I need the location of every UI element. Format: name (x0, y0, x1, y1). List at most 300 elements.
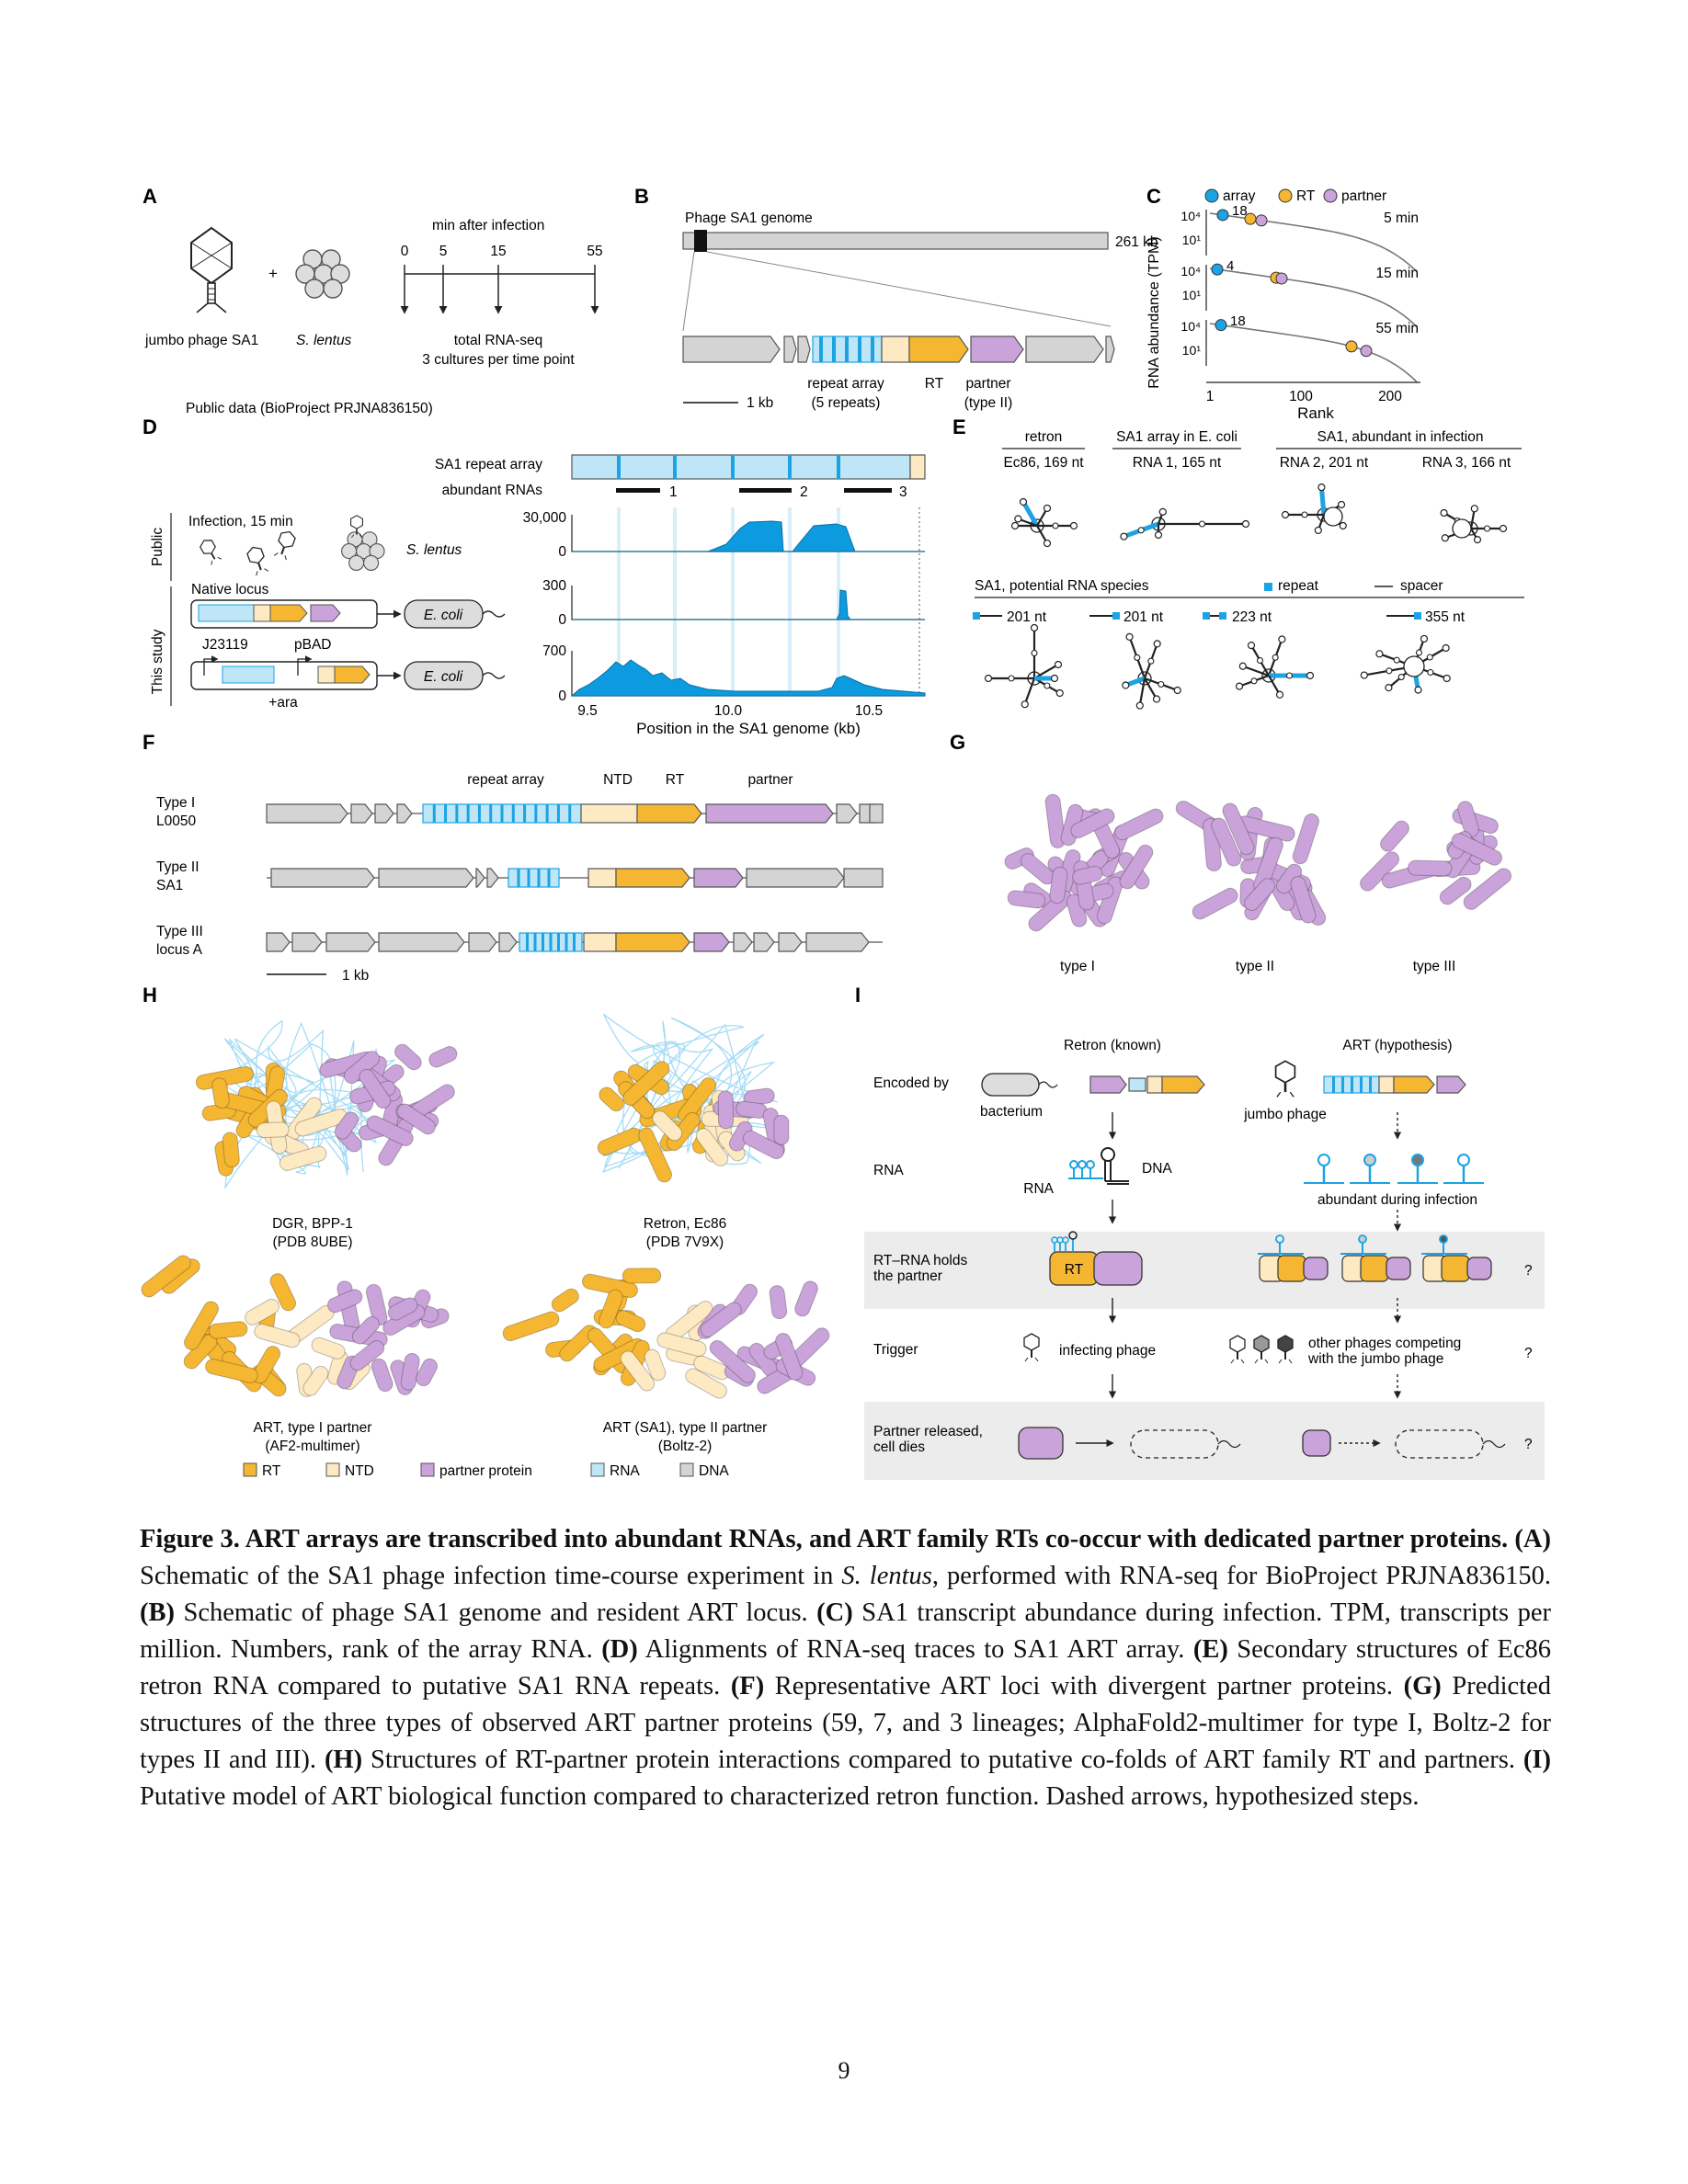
host-label: S. lentus (406, 542, 462, 558)
e-header: SA1 array in E. coli (1116, 429, 1237, 445)
legend-partner: partner protein (439, 1463, 532, 1479)
h-struct-sublabel: (PDB 7V9X) (645, 1234, 724, 1250)
rna-loop (1243, 521, 1249, 528)
rna-loop (1021, 499, 1027, 506)
array-dot (1215, 320, 1226, 331)
rna-loop (1279, 636, 1285, 643)
rna-loop (1154, 641, 1160, 647)
rna-bulge (1394, 657, 1399, 663)
released-partner (1019, 1428, 1063, 1459)
caption-letter: (H) (324, 1746, 363, 1774)
native-label: Native locus (191, 582, 269, 597)
legend-rt-dot (1279, 189, 1292, 202)
question-mark: ? (1524, 1263, 1533, 1279)
partner-dot (1276, 273, 1287, 284)
rna-loop (1386, 685, 1392, 691)
public-data-label: Public data (BioProject PRJNA836150) (186, 401, 433, 416)
caption-letter: (G) (1403, 1672, 1442, 1701)
gene (870, 804, 883, 823)
phage-icon (1254, 1336, 1269, 1363)
promoter-label: J23119 (202, 637, 248, 653)
label-partner: partner (965, 376, 1011, 392)
ecoli-label: E. coli (423, 608, 463, 623)
repeat-unit (550, 933, 553, 951)
rna-bulge (1398, 675, 1404, 680)
legend-partner-dot (1324, 189, 1337, 202)
partner-structure (427, 1044, 459, 1070)
gene (379, 869, 473, 887)
gene (351, 804, 372, 823)
art-rna-hairpins (1304, 1155, 1484, 1183)
c-xtick: 1 (1205, 389, 1215, 404)
partner-structure (1190, 886, 1240, 922)
rna-bulge (1158, 681, 1164, 687)
jumbo-phage-icon (1276, 1061, 1295, 1097)
row-label: Partner released, (873, 1424, 983, 1439)
gene (267, 933, 290, 951)
f-row-name: L0050 (156, 813, 197, 829)
row-label: Trigger (873, 1342, 918, 1358)
label-type: (type II) (964, 395, 1013, 411)
partner-structure-helix (427, 1044, 459, 1070)
time-label: 5 min (1384, 210, 1419, 226)
rna-loop (1123, 682, 1129, 688)
row-label: the partner (873, 1268, 942, 1284)
repeat-unit (444, 804, 447, 823)
rna-bulge (1428, 669, 1433, 675)
d-yticks (523, 510, 567, 704)
partner-structure-helix (1112, 806, 1166, 842)
ntd-stub (910, 455, 925, 479)
genome-title: Phage SA1 genome (685, 210, 813, 226)
hairpin-loop (1458, 1155, 1469, 1166)
f-row-name: locus A (156, 942, 202, 958)
rna-bulge (1044, 683, 1050, 688)
repeat-unit (538, 869, 541, 887)
label-rt: RT (924, 376, 944, 392)
c-ytick: 10⁴ (1180, 319, 1201, 334)
rna-loop (1318, 484, 1325, 491)
caption-letter: (A) (1514, 1525, 1551, 1553)
repeat-unit (534, 804, 537, 823)
rna-loop (1340, 523, 1346, 529)
partner-dot (1361, 346, 1372, 357)
caption-text: Schematic of the SA1 phage infection time-course experiment in (140, 1562, 842, 1590)
ntd (581, 804, 637, 823)
repeat-unit (526, 933, 529, 951)
caption-letter: (B) (140, 1598, 175, 1627)
caption-text: Alignments of RNA-seq traces to SA1 ART array. (637, 1635, 1193, 1664)
repeat-unit (528, 869, 530, 887)
repeat-array (508, 869, 559, 887)
rna-loop (1056, 690, 1063, 697)
partner-structure (718, 1091, 734, 1129)
panel-letter: B (634, 185, 649, 208)
gene (499, 933, 517, 951)
locus-genes (683, 336, 1114, 362)
ntd (588, 869, 616, 887)
abundant-label: abundant RNAs (441, 483, 542, 498)
rt-structure-helix (622, 1268, 661, 1283)
array-rank: 18 (1232, 203, 1248, 219)
h-struct-sublabel: (Boltz-2) (657, 1439, 713, 1454)
partner-structure (1377, 818, 1411, 854)
c-ytick: 10⁴ (1180, 264, 1201, 279)
panel-h (139, 984, 832, 1479)
ecoli-label: E. coli (423, 669, 463, 685)
legend-rna: RNA (610, 1463, 640, 1479)
rna-loop (1239, 663, 1246, 669)
rna-bulge (1138, 528, 1144, 533)
genome-bar (683, 233, 1108, 249)
rna-loop (1420, 635, 1427, 642)
partner-structure-helix (1377, 818, 1411, 854)
rnaseq-label: total RNA-seq (453, 333, 543, 348)
host-cells-icon (342, 532, 384, 571)
panel-g (950, 731, 1514, 974)
rna-bulge (1251, 678, 1257, 684)
rna-stem (1321, 487, 1324, 515)
rna-loop (1404, 656, 1424, 677)
rna-bulge (1272, 654, 1278, 660)
panel-letter: A (143, 185, 157, 208)
gene (375, 804, 393, 823)
scale-label: 1 kb (747, 395, 774, 411)
released-partner (1303, 1430, 1330, 1456)
abundant-label: abundant during infection (1317, 1192, 1478, 1208)
partner-gene (706, 804, 833, 823)
rna-loop (1442, 535, 1448, 541)
rna-loop (1415, 687, 1421, 693)
rt-gene (616, 869, 690, 887)
phage-icon (199, 537, 222, 565)
caption-text: Predicted structures of the three types of observed ART partner proteins (59, 7, and 3 lineages; AlphaFold2-multimer for type I, Boltz-2 for types II and III). (140, 1672, 1551, 1774)
complex-structures (139, 1014, 832, 1401)
partner-block (1386, 1257, 1410, 1280)
panel-a (143, 185, 603, 416)
rt-structure-helix (549, 1286, 581, 1314)
panel-letter: F (143, 731, 155, 754)
rna-loop (1361, 672, 1367, 678)
rna-number: 3 (899, 484, 907, 500)
phage-icon (1278, 1336, 1293, 1363)
panel-c (1146, 185, 1420, 422)
locus-rows (267, 804, 883, 951)
caption-letter: (I) (1523, 1746, 1551, 1774)
col-known: Retron (known) (1064, 1038, 1161, 1053)
plus-sign: + (268, 265, 278, 282)
rt-gene (616, 933, 690, 951)
locus-marker (694, 230, 707, 252)
hairpin-loop (1412, 1155, 1423, 1166)
partner-block (1467, 1257, 1491, 1280)
bacterium-label: bacterium (979, 1104, 1044, 1120)
rna-loop (1500, 526, 1507, 532)
rna-bulge (1032, 651, 1037, 656)
c-ytick: 10¹ (1181, 233, 1201, 247)
partner-structure (793, 1280, 819, 1319)
partner-structure-helix (769, 1285, 787, 1320)
rna-loop (1453, 519, 1471, 538)
rna-loop (1307, 673, 1314, 679)
repeat-unit (478, 804, 481, 823)
rna-loop (1376, 651, 1383, 657)
repeat-unit (565, 933, 568, 951)
rna-loop (1052, 676, 1058, 682)
rna-loop (1277, 691, 1283, 698)
rt-structure (222, 1132, 240, 1167)
rna-loop (1159, 508, 1166, 515)
h-struct-sublabel: (AF2-multimer) (265, 1439, 360, 1454)
rna-loop (1443, 645, 1449, 652)
caption-letter: (D) (601, 1635, 638, 1664)
repeat-unit (557, 933, 560, 951)
time-label: 15 (490, 244, 507, 259)
repeat-unit (557, 804, 560, 823)
partner-structure (370, 1357, 394, 1393)
e-rna-label: RNA 1, 165 nt (1132, 455, 1222, 471)
retron-operon (1090, 1076, 1204, 1093)
array-rank: 18 (1230, 313, 1246, 329)
hairpin-loop (1318, 1155, 1329, 1166)
legend-partner: partner (1341, 188, 1387, 204)
f-row-type: Type III (156, 924, 203, 939)
rna-loop (1055, 662, 1061, 668)
ntd-structure-helix (257, 1122, 289, 1138)
species-size: 201 nt (1123, 609, 1164, 625)
partner-structure-helix (400, 1352, 420, 1391)
h-struct-label: ART, type I partner (253, 1420, 372, 1436)
legend-repeat: repeat (1278, 578, 1318, 594)
row-label: cell dies (873, 1439, 925, 1455)
panel-e (952, 415, 1524, 709)
gene (734, 933, 752, 951)
ara-label: +ara (268, 695, 298, 711)
rna-bulge (1485, 526, 1490, 531)
gene (747, 869, 844, 887)
array-rank: 4 (1226, 258, 1235, 274)
gene (271, 869, 374, 887)
caption-text: Secondary structures of Ec86 retron RNA compared to putative SA1 RNA repeats. (140, 1635, 1552, 1701)
repeat-unit (573, 933, 576, 951)
rna-loop (1136, 702, 1143, 709)
rna-loop (1071, 523, 1078, 529)
phage-icon (1230, 1336, 1245, 1363)
panel-letter: I (855, 984, 861, 1007)
rna-loop (1156, 532, 1162, 539)
rna-loop (1315, 527, 1321, 533)
e-rna-label: RNA 3, 166 nt (1421, 455, 1511, 471)
rt-structure (501, 1310, 561, 1343)
rna-loop (1154, 696, 1160, 702)
caption-title: Figure 3. ART arrays are transcribed into abundant RNAs, and ART family RTs co-occur with dedicated partner proteins. (140, 1525, 1509, 1553)
d-ytick: 30,000 (522, 510, 566, 526)
repeat-unit (568, 804, 571, 823)
rt-structure (549, 1286, 581, 1314)
partner-structure-helix (718, 1091, 734, 1129)
species-size: 223 nt (1232, 609, 1272, 625)
legend-ntd: NTD (345, 1463, 374, 1479)
d-ytick: 300 (542, 578, 566, 594)
rna-number: 2 (800, 484, 808, 500)
host-cells-icon (296, 250, 349, 298)
partner-structure-helix (774, 1115, 789, 1144)
rna-loop (1012, 523, 1019, 529)
rna-loop (1283, 512, 1289, 518)
e-header: retron (1024, 429, 1063, 445)
repeat-unit (512, 804, 515, 823)
partner-structure (1408, 860, 1452, 876)
legend-array-dot (1205, 189, 1218, 202)
partner-structure (769, 1285, 787, 1320)
partner-dot (1256, 215, 1267, 226)
other-phages-sublabel: with the jumbo phage (1308, 1351, 1444, 1367)
d-xlabel: Position in the SA1 genome (kb) (636, 720, 861, 737)
time-label: 15 min (1375, 266, 1419, 281)
array-dot (1212, 264, 1223, 275)
species-size: 201 nt (1007, 609, 1047, 625)
rna-loop (1249, 643, 1255, 649)
question-mark: ? (1524, 1437, 1533, 1452)
phage-icon (273, 529, 296, 561)
row-label: Encoded by (873, 1075, 949, 1091)
f-label: partner (747, 772, 793, 788)
c-xlabel: Rank (1297, 404, 1334, 422)
f-row-type: Type I (156, 795, 196, 811)
gene (806, 933, 869, 951)
c-xtick: 200 (1378, 389, 1402, 404)
caption-letter: (E) (1192, 1635, 1228, 1664)
repeat-unit (523, 804, 526, 823)
partner-structure-helix (793, 1280, 819, 1319)
phage-icon (1024, 1334, 1039, 1361)
caption-letter: (F) (730, 1672, 765, 1701)
other-phages-label: other phages competing (1308, 1336, 1462, 1351)
gene (326, 933, 375, 951)
repeat-unit (518, 869, 520, 887)
time-label: 5 (439, 244, 448, 259)
rna-bulge (1416, 650, 1421, 655)
panel-letter: H (143, 984, 157, 1007)
ntd-structure (253, 1323, 302, 1349)
rna-bulge (1258, 658, 1263, 664)
jumbo-label: jumbo phage (1244, 1107, 1327, 1122)
row-label: RNA (873, 1163, 904, 1178)
repeat-unit (546, 804, 549, 823)
label-repeats: (5 repeats) (811, 395, 881, 411)
d-ytick: 0 (558, 544, 566, 560)
figure-3 (138, 175, 1554, 1498)
rna-loop (1443, 675, 1450, 681)
row-label: RT–RNA holds (873, 1253, 968, 1268)
partner-structures (1002, 793, 1513, 934)
caption-text: Representative ART loci with divergent partner proteins. (764, 1672, 1404, 1701)
h-struct-label: DGR, BPP-1 (272, 1216, 353, 1232)
rt-structure (209, 1321, 248, 1339)
legend-rt: RT (262, 1463, 281, 1479)
rna-loop (1441, 510, 1447, 517)
d-xtick: 10.5 (854, 703, 884, 719)
c-ytick: 10¹ (1181, 288, 1201, 302)
e-rna-label: RNA 2, 201 nt (1279, 455, 1369, 471)
f-label: repeat array (467, 772, 544, 788)
rna-bulge (1148, 658, 1154, 664)
page-number: 9 (838, 2057, 850, 2084)
c-ylabel: RNA abundance (TPM) (1146, 236, 1162, 389)
gene (844, 869, 883, 887)
gene (292, 933, 322, 951)
phage-label: jumbo phage SA1 (145, 333, 259, 348)
e-rna-label: Ec86, 169 nt (1003, 455, 1084, 471)
retron-rna (1068, 1148, 1129, 1184)
caption-text: Putative model of ART biological function compared to characterized retron function. Dashed arrows, hypothesized steps. (140, 1782, 1420, 1811)
f-row-type: Type II (156, 859, 200, 875)
promoter-label: pBAD (294, 637, 332, 653)
hairpin-loop (1364, 1155, 1375, 1166)
rt-structure-helix (501, 1310, 561, 1343)
partner-structure-helix (1408, 860, 1452, 876)
gene (779, 933, 802, 951)
rt-structure (622, 1268, 661, 1283)
rna-bulge (1302, 512, 1307, 518)
d-xtick: 10.0 (713, 703, 743, 719)
f-row-name: SA1 (156, 878, 184, 893)
hairpin-loop (1359, 1235, 1366, 1243)
partner-gene (694, 869, 743, 887)
d-ytick: 0 (558, 612, 566, 628)
e-species-title: SA1, potential RNA species (975, 578, 1149, 594)
h-struct-label: ART (SA1), type II partner (602, 1420, 768, 1436)
rt-block (1442, 1256, 1469, 1281)
rt-structure-helix (209, 1321, 248, 1339)
gene (476, 869, 485, 887)
rna-bulge (1009, 676, 1014, 681)
partner-structure (400, 1352, 420, 1391)
panel-letter: D (143, 415, 157, 438)
rt-dot (1346, 341, 1357, 352)
gene (267, 804, 348, 823)
infection-label: Infection, 15 min (188, 514, 293, 529)
panel-i (855, 984, 1545, 1480)
rna-number: 1 (669, 484, 678, 500)
ntd (584, 933, 616, 951)
h-struct-label: Retron, Ec86 (643, 1216, 727, 1232)
abundance-plots (1180, 203, 1419, 382)
partner-gene (694, 933, 729, 951)
rna-loop (1475, 537, 1481, 543)
repeat-unit (501, 804, 504, 823)
rna-loop (1471, 506, 1477, 512)
repeat-unit (489, 804, 492, 823)
g-label: type II (1235, 959, 1275, 974)
hairpin-loop (1440, 1235, 1447, 1243)
rna-loop (1237, 683, 1243, 689)
repeat-unit (548, 869, 551, 887)
rt-block (1278, 1256, 1306, 1281)
array-dot (1217, 210, 1228, 221)
rna-bulge (1427, 654, 1432, 660)
rna-bulge (1135, 654, 1140, 660)
abundant-rna-bars (616, 488, 892, 493)
repeat-unit (542, 933, 544, 951)
phage-icon (245, 545, 268, 576)
partner-structure (774, 1115, 789, 1144)
panel-letter: E (952, 415, 966, 438)
study-label: This study (150, 629, 165, 695)
f-label: RT (665, 772, 685, 788)
gene (397, 804, 412, 823)
c-ytick: 10⁴ (1180, 209, 1201, 223)
